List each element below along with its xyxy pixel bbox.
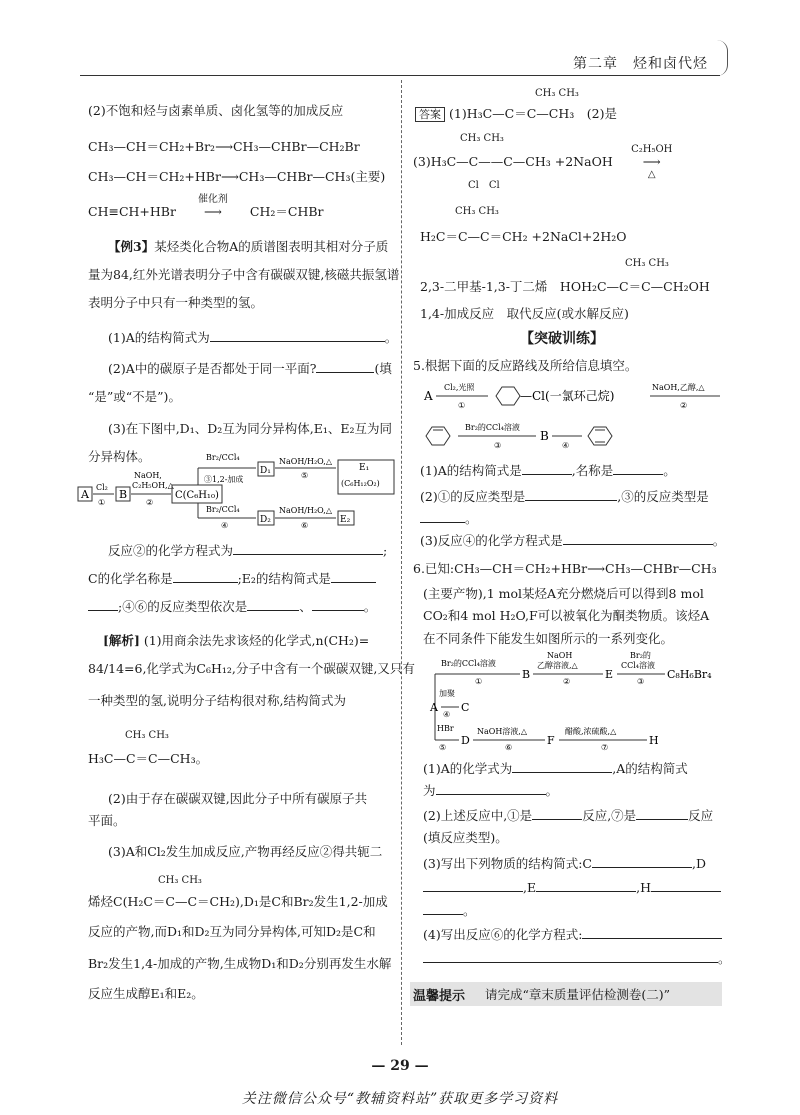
text-line: 84/14=6,化学式为C₆H₁₂,分子中含有一个碳碳双键,又只有 [88,661,415,676]
answer-block: 答案 (1)H₃C—C＝C—CH₃ (2)是 [415,105,617,124]
svg-text:HBr: HBr [437,724,454,733]
svg-text:B: B [522,668,531,681]
text-line: 反应生成醇E₁和E₂。 [88,986,204,1001]
structure-top: CH₃ CH₃ [625,258,669,269]
answer-line: C的化学名称是 ;E₂的结构简式是 [88,570,376,588]
svg-text:Br₂的: Br₂的 [630,651,651,660]
svg-text:⑥: ⑥ [505,743,513,752]
question: (4)写出反应⑥的化学方程式: [423,926,722,944]
structure-top: CH₃ CH₃ [535,88,579,99]
text-line: (2)由于存在碳碳双键,因此分子中所有碳原子共 [108,791,368,806]
svg-text:②: ② [563,677,571,686]
header-rule [80,75,720,76]
flow-D1: D₁ [260,466,271,476]
question: 。 [420,510,478,528]
text-line: Br₂发生1,4-加成的产物,生成物D₁和D₂分别再发生水解 [88,956,392,971]
svg-text:①: ① [98,498,106,507]
svg-text:Br₂的CCl₄溶液: Br₂的CCl₄溶液 [441,659,496,668]
svg-text:H: H [649,734,659,747]
question-3: (3)在下图中,D₁、D₂互为同分异构体,E₁、E₂互为同 [108,421,392,436]
svg-text:E: E [605,668,614,681]
svg-text:C₂H₅OH,△: C₂H₅OH,△ [132,481,174,490]
text-line: 反应的产物,而D₁和D₂互为同分异构体,可知D₂是C和 [88,924,376,939]
chapter-header: 第二章 烃和卤代烃 [573,56,708,72]
svg-text:⑤: ⑤ [301,471,309,480]
svg-text:NaOH: NaOH [547,651,573,660]
page-number: — 29 — [371,1058,429,1074]
svg-text:NaOH/H₂O,△: NaOH/H₂O,△ [279,506,332,515]
text-line: 量为84,红外光谱表明分子中含有碳碳双键,核磁共振氢谱 [88,267,400,282]
svg-text:Br₂/CCl₄: Br₂/CCl₄ [206,453,240,462]
tip-label: 温馨提示 [413,989,466,1004]
answer-line: 2,3-二甲基-1,3-丁二烯 HOH₂C—C＝C—CH₂OH [420,279,710,294]
svg-text:⑤: ⑤ [439,743,447,752]
svg-text:C₈H₆Br₄: C₈H₆Br₄ [667,668,712,681]
question: (1)A的化学式为 ,A的结构简式 [423,761,688,776]
question: 为 。 [423,783,559,798]
question-1: (1)A的结构简式为 。 [108,330,398,345]
text-line: 烯烃C(H₂C＝C—C＝CH₂),D₁是C和Br₂发生1,2-加成 [88,894,388,909]
question-2: (2)A中的碳原子是否都处于同一平面? (填 [108,361,392,376]
text-line: (主要产物),1 mol某烃A充分燃烧后可以得到8 mol [423,586,704,601]
svg-text:NaOH溶液,△: NaOH溶液,△ [477,727,527,736]
svg-text:①: ① [458,401,466,410]
svg-text:CCl₄溶液: CCl₄溶液 [621,661,656,670]
flow-A: A [81,488,89,501]
svg-text:②: ② [680,401,688,410]
svg-text:⑥: ⑥ [301,521,309,530]
svg-text:NaOH,: NaOH, [134,471,162,480]
equation: CH₃—CH＝CH₂+HBr⟶CH₃—CHBr—CH₃(主要) [88,169,386,184]
analysis: [解析] (1)用商余法先求该烃的化学式,n(CH₂)= [103,633,370,648]
svg-text:Br₂/CCl₄: Br₂/CCl₄ [206,505,240,514]
text-line: 在不同条件下能发生如图所示的一系列变化。 [423,631,674,646]
answer-line: 1,4-加成反应 取代反应(或水解反应) [420,306,629,321]
reaction-flow-6 [425,652,725,752]
svg-text:(C₆H₁₂O₂): (C₆H₁₂O₂) [341,479,380,488]
flow-E2: E₂ [340,515,351,525]
svg-text:B: B [540,429,549,443]
answer-line: ;④⑥的反应类型依次是 、 。 [88,598,376,616]
text-line: “是”或“不是”)。 [88,389,181,404]
problem-5: 5.根据下面的反应路线及所给信息填空。 [413,358,638,373]
svg-text:④: ④ [221,521,229,530]
question: (1)A的结构简式是 ,名称是 。 [420,463,676,478]
flow-B: B [119,488,128,501]
text-line: 表明分子中只有一种类型的氢。 [88,295,264,310]
equation: (3)H₃C—C——C—CH₃ +2NaOH C₂H₅OH ⟶ △ [413,144,673,180]
question: (2)①的反应类型是 ,③的反应类型是 [420,489,709,504]
equation: CH≡CH+HBr 催化剂 ⟶ CH₂＝CHBr [88,194,324,219]
footer-note: 关注微信公众号“教辅资料站”获取更多学习资料 [241,1091,559,1107]
svg-text:加聚: 加聚 [439,689,455,698]
text-line: CO₂和4 mol H₂O,F可以被氧化为酮类物质。该烃A [423,608,710,623]
svg-text:Br₂的CCl₄溶液: Br₂的CCl₄溶液 [465,423,520,432]
structure-top: CH₃ CH₃ [455,206,499,217]
flow-C: C(C₆H₁₀) [175,490,219,501]
example-3: 【例3】某烃类化合物A的质谱图表明其相对分子质 [108,239,389,254]
svg-text:⑦: ⑦ [601,743,609,752]
text-line: 分异构体。 [88,449,151,464]
answer-line: 反应②的化学方程式为 ; [108,543,388,558]
svg-text:A: A [424,389,433,403]
text-line: (2)不饱和烃与卤素单质、卤化氢等的加成反应 [88,103,344,118]
flow-E1: E₁ [359,463,370,473]
column-divider [401,80,402,1045]
svg-text:F: F [547,734,555,747]
question: ,E ,H [423,879,721,897]
section-title: 【突破训练】 [520,331,604,347]
question: (3)写出下列物质的结构简式:C ,D [423,856,706,871]
svg-text:NaOH/H₂O,△: NaOH/H₂O,△ [279,457,332,466]
svg-text:乙醇溶液,△: 乙醇溶液,△ [537,661,578,670]
structure-top: CH₃ CH₃ [125,730,169,741]
svg-text:④: ④ [443,710,451,719]
svg-text:D: D [461,734,470,747]
question: (2)上述反应中,①是 反应,⑦是 反应 [423,808,714,823]
svg-text:Cl₂,光照: Cl₂,光照 [444,383,475,392]
cyclohexane-icon [496,387,520,405]
problem-6: 6.已知:CH₃—CH＝CH₂+HBr⟶CH₃—CHBr—CH₃ [413,561,717,576]
text-line: 平面。 [88,813,126,828]
question: 。 [423,950,731,968]
flow-D2: D₂ [260,515,271,525]
question: 。 [423,902,476,920]
tip-text: 请完成“章末质量评估检测卷(二)” [485,987,671,1002]
svg-text:③: ③ [494,441,502,450]
structure-bottom: Cl Cl [468,180,500,191]
structure: H₃C—C＝C—CH₃。 [88,751,209,766]
svg-text:醋酸,浓硫酸,△: 醋酸,浓硫酸,△ [565,727,617,736]
svg-text:③: ③ [637,677,645,686]
equation: CH₃—CH＝CH₂+Br₂⟶CH₃—CHBr—CH₂Br [88,139,360,154]
equation: H₂C＝C—C＝CH₂ +2NaCl+2H₂O [420,229,627,244]
svg-text:Cl₂: Cl₂ [96,483,108,492]
structure-top: CH₃ CH₃ [158,875,202,886]
svg-text:NaOH,乙醇,△: NaOH,乙醇,△ [652,383,705,392]
text-line: (3)A和Cl₂发生加成反应,产物再经反应②得共轭二 [108,844,383,859]
svg-text:③1,2-加成: ③1,2-加成 [204,475,244,484]
header-ornament [717,40,728,76]
svg-text:C: C [461,701,470,714]
svg-text:②: ② [146,498,154,507]
svg-text:④: ④ [562,441,570,450]
question: (填反应类型)。 [423,830,508,845]
question: (3)反应④的化学方程式是 。 [420,533,726,548]
structure-top: CH₃ CH₃ [460,133,504,144]
text-line: 一种类型的氢,说明分子结构很对称,结构简式为 [88,693,346,708]
reaction-route-5 [410,378,730,458]
svg-text:①: ① [475,677,483,686]
svg-text:—Cl(一氯环己烷): —Cl(一氯环己烷) [520,389,615,403]
svg-text:A: A [430,701,438,714]
